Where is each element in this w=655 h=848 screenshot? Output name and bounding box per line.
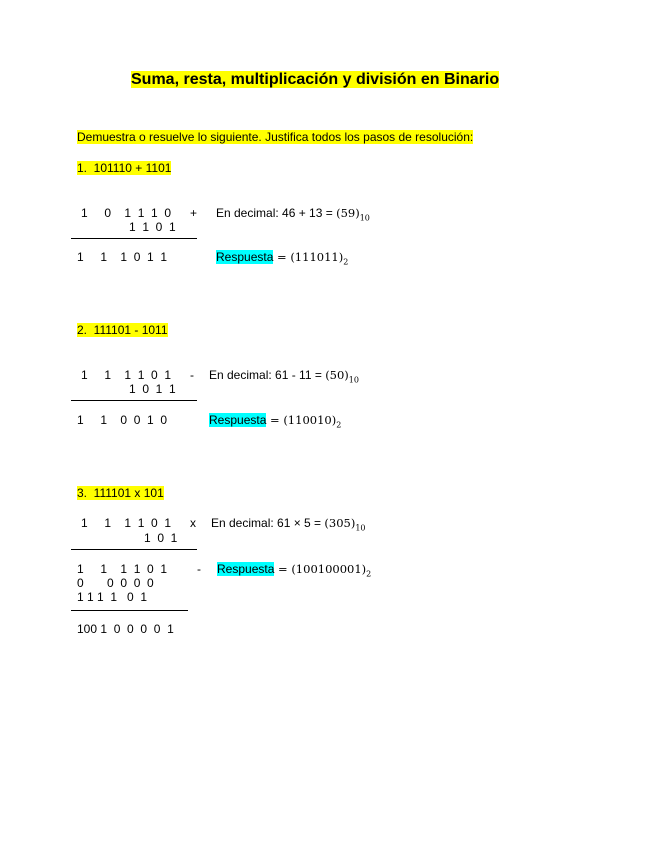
p2-decimal: En decimal: $61 - 11 = (50)_{10}$ — [209, 368, 359, 385]
p2-operand-2: 1 0 1 1 — [129, 382, 176, 396]
p3-answer: Respuesta = $(100100001)_2$ — [217, 562, 372, 579]
p1-answer: Respuesta = $(111011)_2$ — [216, 250, 349, 267]
p1-decimal: En decimal: $46 + 13 = (59)_{10}$ — [216, 206, 370, 223]
p3-operand-1: 1 1 1 1 0 1 — [81, 516, 172, 530]
p3-decimal: En decimal: $61 \times 5 = (305)_{10}$ — [211, 516, 366, 533]
p2-result: 1 1 0 0 1 0 — [77, 413, 168, 427]
p1-result: 1 1 1 0 1 1 — [77, 250, 168, 264]
p3-operator: x — [190, 516, 196, 530]
p3-product-line — [71, 549, 197, 550]
p2-operand-1: 1 1 1 1 0 1 — [81, 368, 172, 382]
problem-3-heading: 3. 111101 x 101 — [77, 486, 164, 500]
page-title: Suma, resta, multiplicación y división en Binario — [131, 71, 500, 88]
p2-answer: Respuesta = $(110010)_2$ — [209, 413, 342, 430]
p2-difference-line — [71, 400, 197, 401]
problem-2-heading: 2. 111101 - 1011 — [77, 323, 168, 337]
p1-sum-line — [71, 238, 197, 239]
instructions: Demuestra o resuelve lo siguiente. Justifica todos los pasos de resolución: — [77, 130, 474, 144]
p3-operand-2: 1 0 1 — [144, 531, 178, 545]
p3-partial-operator: - — [197, 562, 201, 576]
p3-result: 100 1 0 0 0 0 1 — [77, 622, 174, 636]
p1-operator: + — [190, 206, 198, 220]
p3-sum-line — [71, 610, 188, 611]
p3-partial-2: 0 0 0 0 0 — [77, 576, 154, 590]
p2-operator: - — [190, 368, 194, 382]
p1-operand-2: 1 1 0 1 — [129, 220, 176, 234]
p1-operand-1: 1 0 1 1 1 0 — [81, 206, 172, 220]
p3-partial-1: 1 1 1 1 0 1 — [77, 562, 168, 576]
problem-1-heading: 1. 101110 + 1101 — [77, 161, 172, 175]
p3-partial-3: 1 1 1 1 0 1 — [77, 590, 148, 604]
